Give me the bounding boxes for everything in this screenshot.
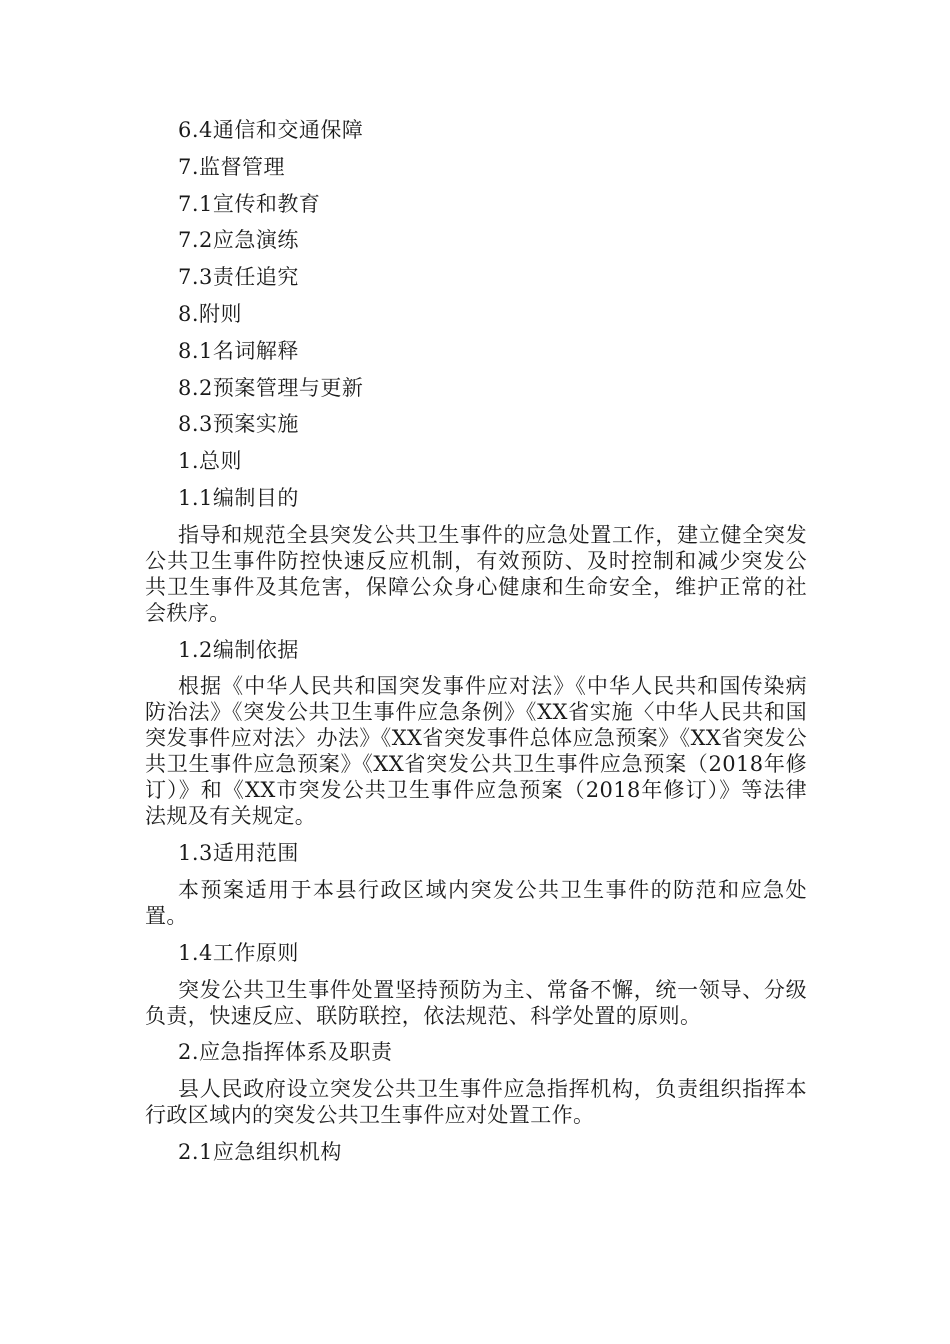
section-heading: 8.3预案实施 xyxy=(178,412,299,437)
section-heading: 1.2编制依据 xyxy=(178,637,299,662)
section-heading: 6.4通信和交通保障 xyxy=(178,118,364,142)
section-heading: 7.1宣传和教育 xyxy=(178,191,321,216)
section-heading: 1.3适用范围 xyxy=(178,841,299,866)
section-heading: 1.1编制目的 xyxy=(178,485,299,510)
body-paragraph: 本预案适用于本县行政区域内突发公共卫生事件的防范和应急处置。 xyxy=(145,877,807,928)
section-heading: 8.1名词解释 xyxy=(178,338,299,363)
section-heading: 2.1应急组织机构 xyxy=(178,1139,342,1164)
section-heading: 7.3责任追究 xyxy=(178,265,299,290)
body-paragraph: 指导和规范全县突发公共卫生事件的应急处置工作，建立健全突发公共卫生事件防控快速反应机制，有效预防、及时控制和减少突发公共卫生事件及其危害，保障公众身心健康和生命安全，维护正常的社会秩序。 xyxy=(145,522,807,625)
section-heading: 1.总则 xyxy=(178,449,243,474)
section-heading: 1.4工作原则 xyxy=(178,940,299,965)
document-body xyxy=(145,117,807,1176)
section-heading: 7.2应急演练 xyxy=(178,228,299,253)
section-heading: 7.监督管理 xyxy=(178,154,286,179)
section-heading: 2.应急指挥体系及职责 xyxy=(178,1040,393,1065)
body-paragraph: 县人民政府设立突发公共卫生事件应急指挥机构，负责组织指挥本行政区域内的突发公共卫生事件应对处置工作。 xyxy=(145,1077,807,1128)
section-heading: 8.2预案管理与更新 xyxy=(178,375,364,400)
section-heading: 8.附则 xyxy=(178,301,243,326)
body-paragraph: 突发公共卫生事件处置坚持预防为主、常备不懈，统一领导、分级负责，快速反应、联防联控，依法规范、科学处置的原则。 xyxy=(145,977,807,1028)
body-paragraph: 根据《中华人民共和国突发事件应对法》《中华人民共和国传染病防治法》《突发公共卫生事件应急条例》《XX省实施〈中华人民共和国突发事件应对法〉办法》《XX省突发事件总体应急预案》《XX省突发公共卫生事件应急预案》《XX省突发公共卫生事件应急预案（2018年修订）》和《XX市突发公共卫生事件应急预案（2018年修订）》等法律法规及有关规定。 xyxy=(145,674,807,829)
